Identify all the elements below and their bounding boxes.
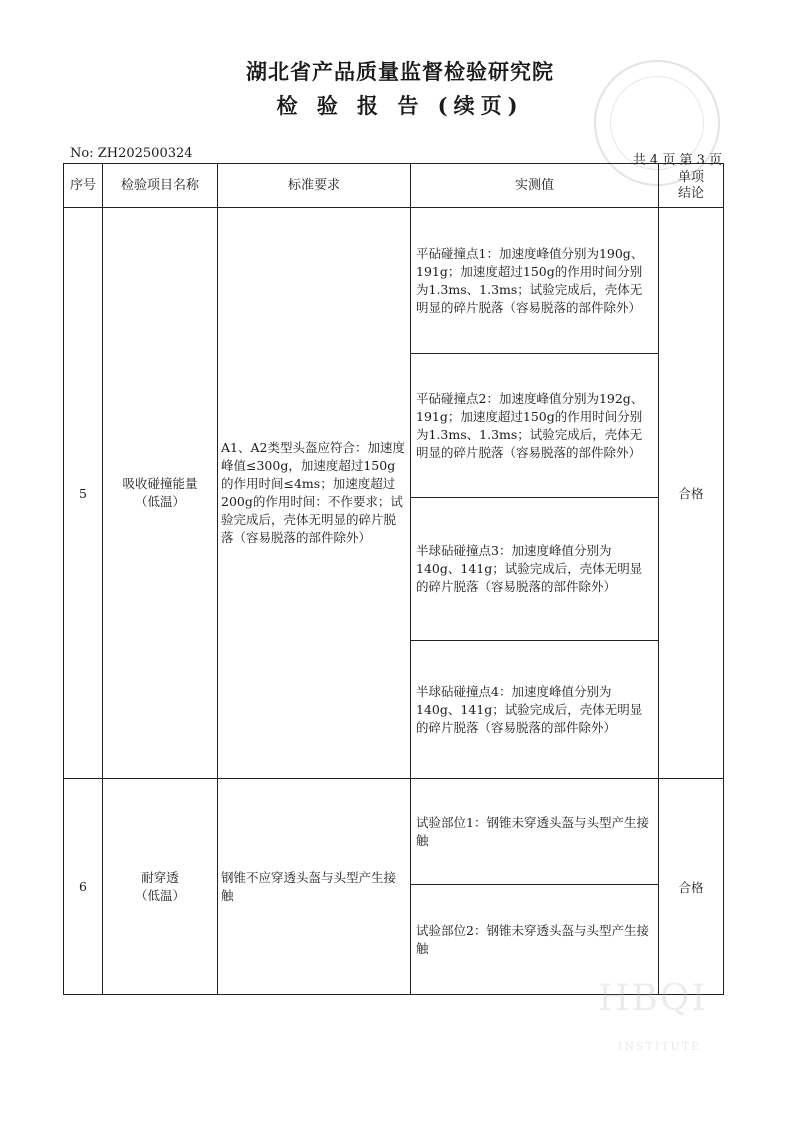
measurement-cell — [411, 641, 659, 779]
col-header-requirement: 标准要求 — [218, 164, 411, 208]
measurement-text: 平砧碰撞点1：加速度峰值分别为190g、191g；加速度超过150g的作用时间分别为1.3ms、1.3ms；试验完成后，壳体无明显的碎片脱落（容易脱落的部件除外） — [416, 245, 644, 315]
row-number: 5 — [64, 208, 103, 779]
row-conclusion: 合格 — [659, 779, 724, 995]
row-item-name: 耐穿透 （低温） — [103, 779, 218, 995]
table-header-row — [64, 164, 724, 208]
report-subtitle: 检 验 报 告 (续页) — [276, 93, 524, 118]
row-conclusion: 合格 — [659, 208, 724, 779]
measurement-text: 半球砧碰撞点4：加速度峰值分别为140g、141g；试验完成后，壳体无明显的碎片脱落（容易脱落的部件除外） — [416, 683, 643, 735]
watermark-logo: HBQI — [598, 978, 708, 1019]
measurement-cell — [411, 498, 659, 641]
table-row — [64, 208, 724, 354]
report-title: 湖北省产品质量监督检验研究院 — [246, 59, 554, 84]
measurement-text: 平砧碰撞点2：加速度峰值分别为192g、191g；加速度超过150g的作用时间分别为1.3ms、1.3ms；试验完成后，壳体无明显的碎片脱落（容易脱落的部件除外） — [416, 390, 644, 460]
col-header-conclusion: 单项 结论 — [659, 164, 724, 208]
watermark-subtext: INSTITUTE — [618, 1040, 702, 1053]
col-header-item: 检验项目名称 — [103, 164, 218, 208]
measurement-cell — [411, 208, 659, 354]
row-requirement: A1、A2类型头盔应符合：加速度峰值≤300g，加速度超过150g的作用时间≤4ms；加速度超过200g的作用时间：不作要求；试验完成后，壳体无明显的碎片脱落（容易脱落的部件除外） — [218, 208, 411, 779]
measurement-text: 半球砧碰撞点3：加速度峰值分别为140g、141g；试验完成后，壳体无明显的碎片脱落（容易脱落的部件除外） — [416, 543, 643, 594]
measurement-text: 试验部位2：钢锥未穿透头盔与头型产生接触 — [416, 922, 649, 956]
measurement-cell — [411, 779, 659, 885]
page-indicator: 共 4 页 第 3 页 — [632, 153, 722, 168]
col-header-measured: 实测值 — [411, 164, 659, 208]
measurement-cell — [411, 354, 659, 498]
row-number: 6 — [64, 779, 103, 995]
measurement-text: 试验部位1：钢锥未穿透头盔与头型产生接触 — [416, 814, 649, 848]
report-number: No: ZH202500324 — [70, 146, 193, 161]
col-header-no: 序号 — [64, 164, 103, 208]
row-item-name: 吸收碰撞能量 （低温） — [103, 208, 218, 779]
row-requirement: 钢锥不应穿透头盔与头型产生接触 — [218, 779, 411, 995]
table-row — [64, 779, 724, 885]
inspection-table — [63, 163, 724, 995]
